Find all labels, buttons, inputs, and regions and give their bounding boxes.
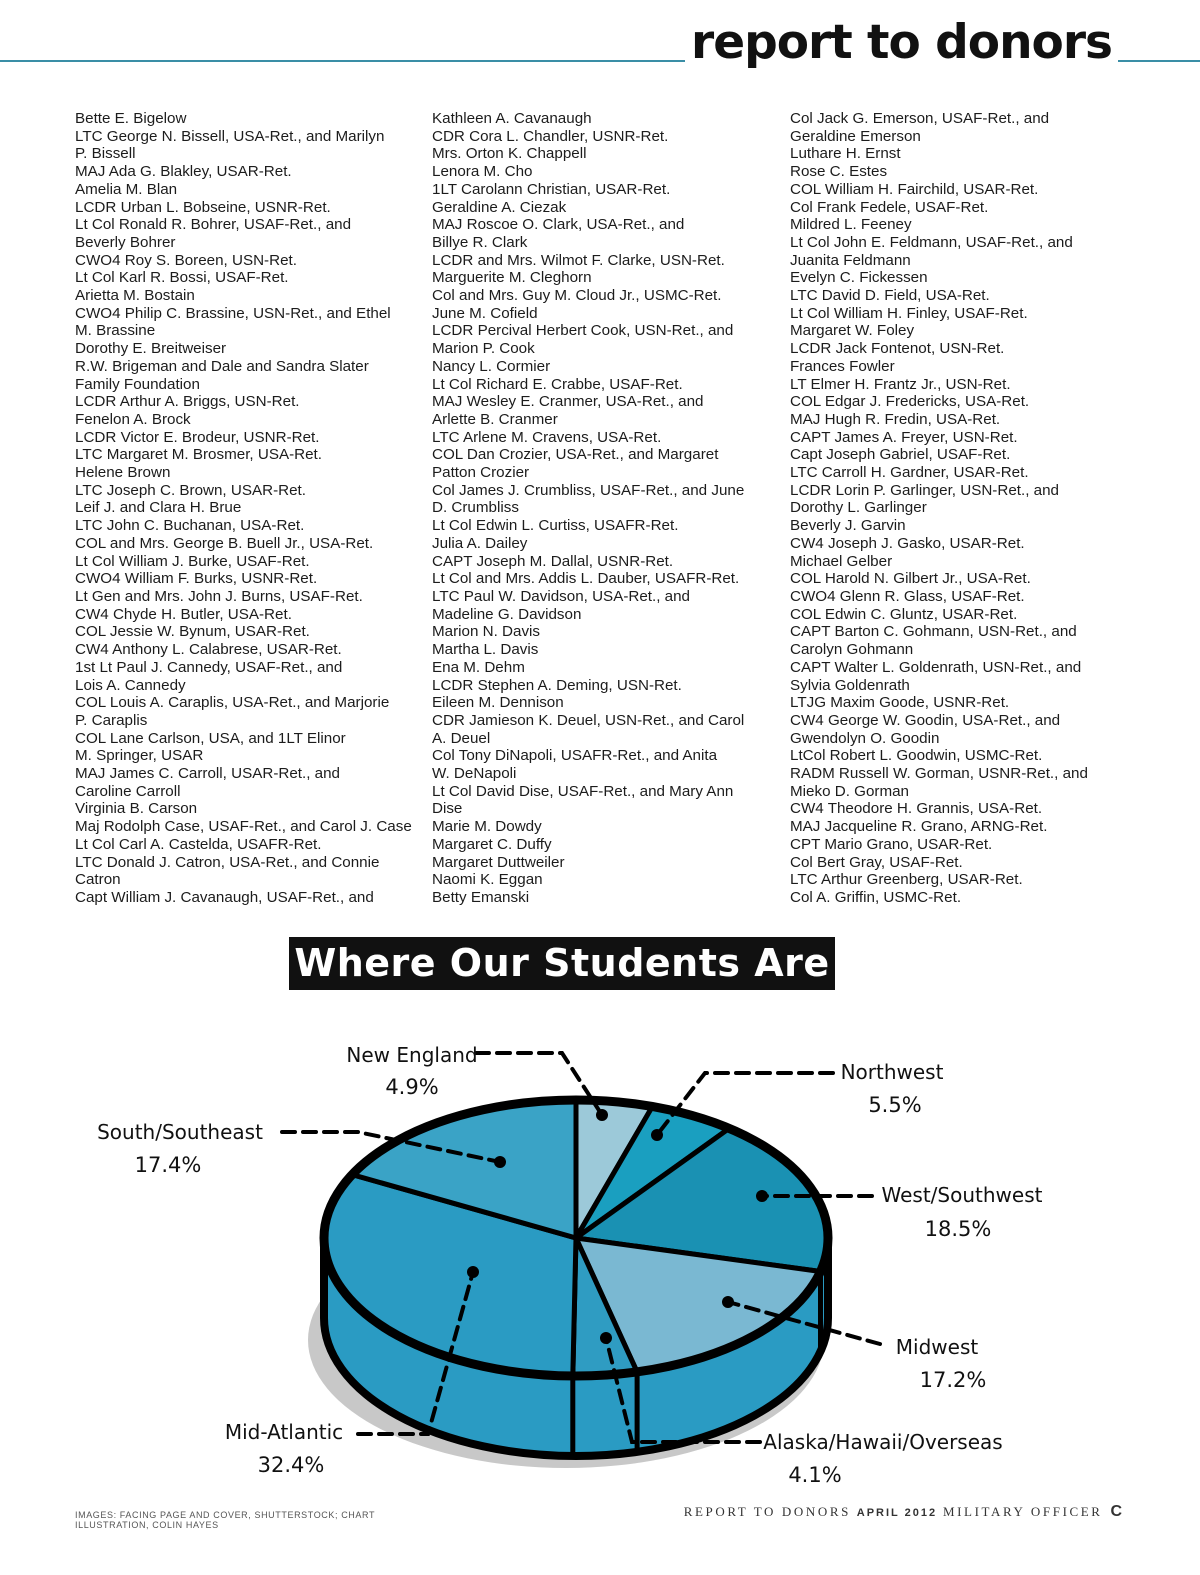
donor-name: COL Louis A. Caraplis, USA-Ret., and Marjorie — [75, 694, 390, 712]
donor-name: R.W. Brigeman and Dale and Sandra Slater — [75, 357, 369, 375]
leader-dot — [600, 1332, 612, 1344]
donor-name: MAJ James C. Carroll, USAR-Ret., and — [75, 765, 341, 783]
slice-value: 32.4% — [257, 1453, 325, 1477]
donor-name: Carolyn Gohmann — [790, 641, 914, 659]
donor-name: Geraldine A. Ciezak — [432, 198, 567, 216]
donor-name: Lt Col Richard E. Crabbe, USAF-Ret. — [432, 375, 683, 393]
donor-name: P. Bissell — [75, 145, 136, 163]
donor-name: Naomi K. Eggan — [432, 871, 543, 889]
donor-name: Geraldine Emerson — [790, 127, 921, 145]
donor-name: COL Harold N. Gilbert Jr., USA-Ret. — [790, 570, 1031, 588]
donor-name: Margaret C. Duffy — [432, 835, 552, 853]
leader-dot — [651, 1129, 663, 1141]
donor-name: Amelia M. Blan — [75, 180, 178, 198]
donor-name: LCDR Lorin P. Garlinger, USN-Ret., and — [790, 481, 1059, 499]
donor-list-column-2 — [432, 110, 772, 907]
page-footer — [684, 1503, 1122, 1521]
slice-value: 18.5% — [924, 1217, 992, 1241]
donor-name: Martha L. Davis — [432, 641, 539, 659]
donor-name: CDR Jamieson K. Deuel, USN-Ret., and Carol — [432, 711, 745, 729]
section-title: report to donors — [685, 8, 1118, 78]
donor-name: Bette E. Bigelow — [75, 110, 187, 127]
donor-name: Caroline Carroll — [75, 782, 181, 800]
donor-name: Col Jack G. Emerson, USAF-Ret., and — [790, 110, 1050, 127]
donor-name: LTC David D. Field, USA-Ret. — [790, 287, 990, 305]
donor-name: Catron — [75, 871, 121, 889]
donor-name: Luthare H. Ernst — [790, 145, 901, 163]
donor-name: Evelyn C. Fickessen — [790, 269, 928, 287]
donor-name: Beverly Bohrer — [75, 233, 176, 251]
donor-name: Lt Col Ronald R. Bohrer, USAF-Ret., and — [75, 216, 352, 234]
donor-name: June M. Cofield — [432, 304, 538, 322]
page-number: C — [1110, 1503, 1122, 1520]
donor-name: Margaret Duttweiler — [432, 853, 565, 871]
donor-name: Betty Emanski — [432, 888, 530, 906]
donor-name: Michael Gelber — [790, 552, 893, 570]
donor-name: COL William H. Fairchild, USAR-Ret. — [790, 180, 1039, 198]
slice-label: South/Southeast — [97, 1120, 263, 1144]
donor-name: RADM Russell W. Gorman, USNR-Ret., and — [790, 765, 1088, 783]
donor-name: Lenora M. Cho — [432, 163, 533, 181]
donor-name: MAJ Wesley E. Cranmer, USA-Ret., and — [432, 393, 704, 411]
slice-value: 17.4% — [134, 1153, 202, 1177]
donor-name: Col Tony DiNapoli, USAFR-Ret., and Anita — [432, 747, 718, 765]
donor-name: COL and Mrs. George B. Buell Jr., USA-Ret. — [75, 534, 374, 552]
leader-dot — [467, 1266, 479, 1278]
donor-name: Eileen M. Dennison — [432, 694, 564, 712]
donor-name: Beverly J. Garvin — [790, 517, 906, 535]
leader-dot — [756, 1190, 768, 1202]
donor-name: CAPT Joseph M. Dallal, USNR-Ret. — [432, 552, 674, 570]
donor-name: Lt Col William J. Burke, USAF-Ret. — [75, 552, 310, 570]
donor-name: CWO4 Glenn R. Glass, USAF-Ret. — [790, 587, 1025, 605]
donor-name: LCDR and Mrs. Wilmot F. Clarke, USN-Ret. — [432, 251, 725, 269]
donor-name: Arlette B. Cranmer — [432, 410, 558, 428]
donor-name: MAJ Roscoe O. Clark, USA-Ret., and — [432, 216, 685, 234]
donor-name: Marie M. Dowdy — [432, 818, 542, 836]
donor-name: Family Foundation — [75, 375, 200, 393]
footer-section: REPORT TO DONORS — [683, 1504, 857, 1519]
slice-label: Alaska/Hawaii/Overseas — [763, 1430, 1003, 1454]
donor-name: Kathleen A. Cavanaugh — [432, 110, 592, 127]
donor-name: LtCol Robert L. Goodwin, USMC-Ret. — [790, 747, 1043, 765]
donor-name: Lt Col John E. Feldmann, USAF-Ret., and — [790, 233, 1073, 251]
donor-name: Col Frank Fedele, USAF-Ret. — [790, 198, 989, 216]
donor-name: COL Lane Carlson, USA, and 1LT Elinor — [75, 729, 346, 747]
slice-label: Northwest — [840, 1060, 944, 1084]
donor-name: MAJ Hugh R. Fredin, USA-Ret. — [790, 410, 1001, 428]
donor-name: LTC Donald J. Catron, USA-Ret., and Connie — [75, 853, 380, 871]
donor-name: Billye R. Clark — [432, 233, 528, 251]
footer-magazine: MILITARY OFFICER — [937, 1504, 1109, 1519]
donor-name: CW4 George W. Goodin, USA-Ret., and — [790, 711, 1061, 729]
slice-label: Mid-Atlantic — [224, 1420, 344, 1444]
leader-dot — [596, 1109, 608, 1121]
donor-name: LTC Margaret M. Brosmer, USA-Ret. — [75, 446, 322, 464]
donor-name: CDR Cora L. Chandler, USNR-Ret. — [432, 127, 669, 145]
donor-name: LCDR Arthur A. Briggs, USN-Ret. — [75, 393, 300, 411]
donor-name: CWO4 William F. Burks, USNR-Ret. — [75, 570, 318, 588]
donor-name: COL Edwin C. Gluntz, USAR-Ret. — [790, 605, 1018, 623]
donor-name: Col A. Griffin, USMC-Ret. — [790, 888, 962, 906]
slice-label: Midwest — [895, 1335, 979, 1359]
donor-name: LTC Carroll H. Gardner, USAR-Ret. — [790, 464, 1029, 482]
donor-name: CWO4 Roy S. Boreen, USN-Ret. — [75, 251, 297, 269]
donor-name: LTJG Maxim Goode, USNR-Ret. — [790, 694, 1010, 712]
slice-value: 17.2% — [919, 1368, 987, 1392]
donor-name: Lt Col David Dise, USAF-Ret., and Mary Ann — [432, 782, 734, 800]
slice-label: West/Southwest — [881, 1183, 1043, 1207]
donor-name: Arietta M. Bostain — [75, 287, 195, 305]
donor-name: LCDR Stephen A. Deming, USN-Ret. — [432, 676, 682, 694]
donor-name: Gwendolyn O. Goodin — [790, 729, 940, 747]
donor-name: 1st Lt Paul J. Cannedy, USAF-Ret., and — [75, 658, 343, 676]
slice-value: 4.9% — [385, 1075, 439, 1099]
donor-name: CWO4 Philip C. Brassine, USN-Ret., and Ethel — [75, 304, 391, 322]
donor-name: Rose C. Estes — [790, 163, 888, 181]
donor-name: Col and Mrs. Guy M. Cloud Jr., USMC-Ret. — [432, 287, 722, 305]
donor-name: Lt Col Karl R. Bossi, USAF-Ret. — [75, 269, 289, 287]
donor-name: LCDR Urban L. Bobseine, USNR-Ret. — [75, 198, 331, 216]
donor-name: Capt Joseph Gabriel, USAF-Ret. — [790, 446, 1011, 464]
footer-date: APRIL 2012 — [856, 1507, 938, 1519]
donor-name: Mrs. Orton K. Chappell — [432, 145, 587, 163]
donor-name: M. Springer, USAR — [75, 747, 204, 765]
donor-name: Lois A. Cannedy — [75, 676, 186, 694]
donor-name: Lt Col and Mrs. Addis L. Dauber, USAFR-Ret. — [432, 570, 740, 588]
donor-name: COL Edgar J. Fredericks, USA-Ret. — [790, 393, 1030, 411]
donor-name: Sylvia Goldenrath — [790, 676, 910, 694]
donor-name: LCDR Jack Fontenot, USN-Ret. — [790, 340, 1005, 358]
donor-name: Lt Col Carl A. Castelda, USAFR-Ret. — [75, 835, 322, 853]
pie-chart — [0, 1000, 1200, 1500]
donor-name: D. Crumbliss — [432, 499, 519, 517]
slice-value: 4.1% — [788, 1463, 842, 1487]
donor-name: Madeline G. Davidson — [432, 605, 582, 623]
donor-name: Juanita Feldmann — [790, 251, 911, 269]
donor-name: Maj Rodolph Case, USAF-Ret., and Carol J. Case — [75, 818, 412, 836]
donor-name: M. Brassine — [75, 322, 156, 340]
donor-name: Leif J. and Clara H. Brue — [75, 499, 242, 517]
donor-name: Lt Col William H. Finley, USAF-Ret. — [790, 304, 1028, 322]
donor-name: Patton Crozier — [432, 464, 530, 482]
donor-list-column-3 — [790, 110, 1130, 907]
donor-name: COL Jessie W. Bynum, USAR-Ret. — [75, 623, 310, 641]
donor-name: Mildred L. Feeney — [790, 216, 912, 234]
donor-name: LCDR Victor E. Brodeur, USNR-Ret. — [75, 428, 320, 446]
donor-name: Frances Fowler — [790, 357, 895, 375]
pie-body — [308, 1100, 828, 1468]
donor-name: LTC Joseph C. Brown, USAR-Ret. — [75, 481, 306, 499]
donor-name: LCDR Percival Herbert Cook, USN-Ret., and — [432, 322, 734, 340]
donor-name: CAPT Walter L. Goldenrath, USN-Ret., and — [790, 658, 1082, 676]
donor-name: Virginia B. Carson — [75, 800, 198, 818]
donor-name: CAPT James A. Freyer, USN-Ret. — [790, 428, 1018, 446]
donor-name: Marguerite M. Cleghorn — [432, 269, 592, 287]
donor-name: MAJ Jacqueline R. Grano, ARNG-Ret. — [790, 818, 1048, 836]
donor-name: Julia A. Dailey — [432, 534, 528, 552]
donor-name: Col Bert Gray, USAF-Ret. — [790, 853, 963, 871]
donor-name: LTC Arlene M. Cravens, USA-Ret. — [432, 428, 662, 446]
donor-name: Mieko D. Gorman — [790, 782, 910, 800]
donor-name: Margaret W. Foley — [790, 322, 915, 340]
slice-value: 5.5% — [868, 1093, 922, 1117]
donor-name: Marion P. Cook — [432, 340, 535, 358]
donor-name: Dise — [432, 800, 463, 818]
donor-name: COL Dan Crozier, USA-Ret., and Margaret — [432, 446, 719, 464]
donor-name: CW4 Theodore H. Grannis, USA-Ret. — [790, 800, 1043, 818]
donor-name: MAJ Ada G. Blakley, USAR-Ret. — [75, 163, 292, 181]
slice-label: New England — [346, 1043, 478, 1067]
donor-name: W. DeNapoli — [432, 765, 517, 783]
donor-name: CPT Mario Grano, USAR-Ret. — [790, 835, 993, 853]
donor-name: CW4 Anthony L. Calabrese, USAR-Ret. — [75, 641, 342, 659]
donor-name: Lt Col Edwin L. Curtiss, USAFR-Ret. — [432, 517, 679, 535]
donor-list-column-1 — [75, 110, 415, 907]
donor-name: Nancy L. Cormier — [432, 357, 551, 375]
donor-name: Helene Brown — [75, 464, 171, 482]
donor-name: Dorothy L. Garlinger — [790, 499, 927, 517]
donor-name: CW4 Chyde H. Butler, USA-Ret. — [75, 605, 292, 623]
donor-name: LTC John C. Buchanan, USA-Ret. — [75, 517, 305, 535]
donor-name: A. Deuel — [432, 729, 491, 747]
image-credit: IMAGES: FACING PAGE AND COVER, SHUTTERSTOCK; CHART ILLUSTRATION, COLIN HAYES — [75, 1510, 375, 1530]
donor-name: LT Elmer H. Frantz Jr., USN-Ret. — [790, 375, 1011, 393]
donor-name: Col James J. Crumbliss, USAF-Ret., and June — [432, 481, 745, 499]
donor-name: P. Caraplis — [75, 711, 148, 729]
donor-name: Capt William J. Cavanaugh, USAF-Ret., and — [75, 888, 374, 906]
donor-name: LTC Paul W. Davidson, USA-Ret., and — [432, 587, 691, 605]
leader-dot — [494, 1156, 506, 1168]
donor-name: Dorothy E. Breitweiser — [75, 340, 227, 358]
leader-dot — [722, 1296, 734, 1308]
donor-name: Fenelon A. Brock — [75, 410, 191, 428]
donor-name: LTC Arthur Greenberg, USAR-Ret. — [790, 871, 1023, 889]
donor-name: 1LT Carolann Christian, USAR-Ret. — [432, 180, 671, 198]
donor-name: CAPT Barton C. Gohmann, USN-Ret., and — [790, 623, 1077, 641]
donor-name: LTC George N. Bissell, USA-Ret., and Marilyn — [75, 127, 385, 145]
donor-name: Marion N. Davis — [432, 623, 541, 641]
donor-name: Ena M. Dehm — [432, 658, 525, 676]
donor-name: CW4 Joseph J. Gasko, USAR-Ret. — [790, 534, 1025, 552]
donor-name: Lt Gen and Mrs. John J. Burns, USAF-Ret. — [75, 587, 363, 605]
chart-title: Where Our Students Are — [289, 937, 835, 990]
